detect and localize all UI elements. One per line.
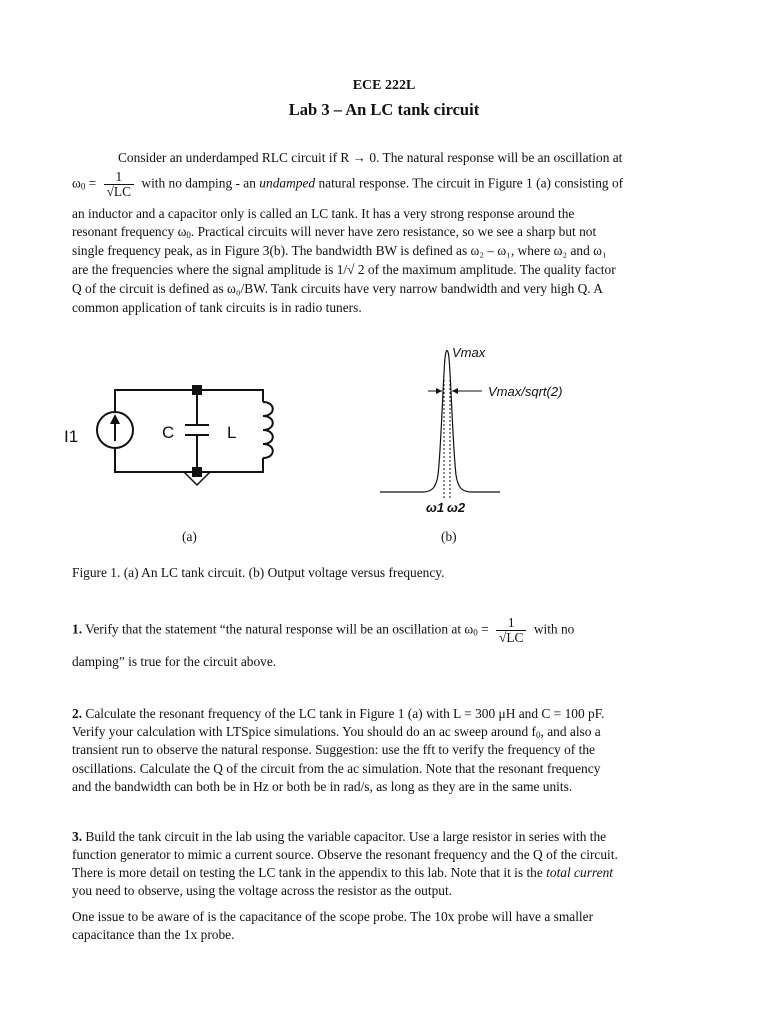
frequency-response-plot xyxy=(370,340,590,520)
q3-line-1: 3. Build the tank circuit in the lab using the variable capacitor. Use a large resistor in series with the xyxy=(72,829,607,844)
bottom-junction-node xyxy=(192,467,202,477)
w1-label: ω1 xyxy=(426,500,445,515)
right-arrow-head xyxy=(452,388,458,394)
q3-line-4: you need to observe, using the voltage across the resistor as the output. xyxy=(72,883,453,898)
top-junction-node xyxy=(192,385,202,395)
vmax-sqrt2-label: Vmax/sqrt(2) xyxy=(488,384,563,399)
q3-line-2: function generator to mimic a current source. Observe the resonant frequency and the Q of the circuit. xyxy=(72,847,618,862)
vmax-label: Vmax xyxy=(452,345,486,360)
omega-fraction: $\frac{1}{√LC}$ xyxy=(104,170,134,199)
inductor-coil xyxy=(263,402,273,458)
intro-line-7: Q of the circuit is defined as ω₀/BW. Tank circuits have very narrow bandwidth and very high Q. A xyxy=(72,281,603,296)
intro-line-8: common application of tank circuits is in radio tuners. xyxy=(72,300,362,315)
intro-line-2: $\omega_0$ = $\frac{1}{√LC}$ with no damping - an undamped natural response. The circuit in Figure 1 (a) consisting of xyxy=(72,169,624,199)
response-curve xyxy=(380,351,500,493)
figure-caption: Figure 1. (a) An LC tank circuit. (b) Output voltage versus frequency. xyxy=(72,565,445,580)
inductor-label: L xyxy=(227,423,237,442)
subfigure-a-label: (a) xyxy=(182,529,197,544)
source-label: I1 xyxy=(64,427,79,446)
q3-line-3: There is more detail on testing the LC tank in the appendix to this lab. Note that it is the total current xyxy=(72,865,613,880)
q1-omega-fraction: $\frac{1}{√LC}$ xyxy=(496,616,526,645)
capacitor-label: C xyxy=(162,423,175,442)
lc-tank-circuit-diagram xyxy=(60,380,280,500)
intro-line-6: are the frequencies where the signal amplitude is 1/√ 2 of the maximum amplitude. The quality factor xyxy=(72,262,616,277)
intro-line-1: Consider an underdamped RLC circuit if R → 0. The natural response will be an oscillation at xyxy=(118,150,623,165)
q2-line-1: 2. Calculate the resonant frequency of the LC tank in Figure 1 (a) with L = 300 μH and C = 100 pF. xyxy=(72,706,605,721)
current-arrow-head xyxy=(110,414,120,424)
q3-note-line-1: One issue to be aware of is the capacitance of the scope probe. The 10x probe will have a smaller xyxy=(72,909,594,924)
subfigure-b-label: (b) xyxy=(441,529,457,544)
q3-note-line-2: capacitance than the 1x probe. xyxy=(72,927,235,942)
q2-line-4: oscillations. Calculate the Q of the circuit from the ac simulation. Note that the resonant frequency xyxy=(72,761,601,776)
q1-line-1: 1. Verify that the statement “the natural response will be an oscillation at $\omega_0$ = $\frac{1}{√LC}$ with no xyxy=(72,615,575,645)
q2-line-3: transient run to observe the natural response. Suggestion: use the fft to verify the frequency of the xyxy=(72,742,595,757)
q2-line-2: Verify your calculation with LTSpice simulations. You should do an ac sweep around $f_0$, and also a xyxy=(72,724,601,740)
w2-label: ω2 xyxy=(447,500,466,515)
page-title: Lab 3 – An LC tank circuit xyxy=(288,100,480,119)
intro-line-4: resonant frequency $\omega_0$. Practical circuits will never have zero resistance, so we see a sharp but not xyxy=(72,224,597,240)
left-arrow-head xyxy=(436,388,442,394)
q2-line-5: and the bandwidth can both be in Hz or both be in rad/s, as long as they are in the same units. xyxy=(72,779,573,794)
q1-line-2: damping” is true for the circuit above. xyxy=(72,654,277,669)
course-code: ECE 222L xyxy=(352,78,416,93)
intro-line-3: an inductor and a capacitor only is called an LC tank. It has a very strong response around the xyxy=(72,206,575,221)
intro-line-5: single frequency peak, as in Figure 3(b). The bandwidth BW is defined as ω₂ – ω₁, where ω₂ and ω₁ xyxy=(72,243,607,258)
